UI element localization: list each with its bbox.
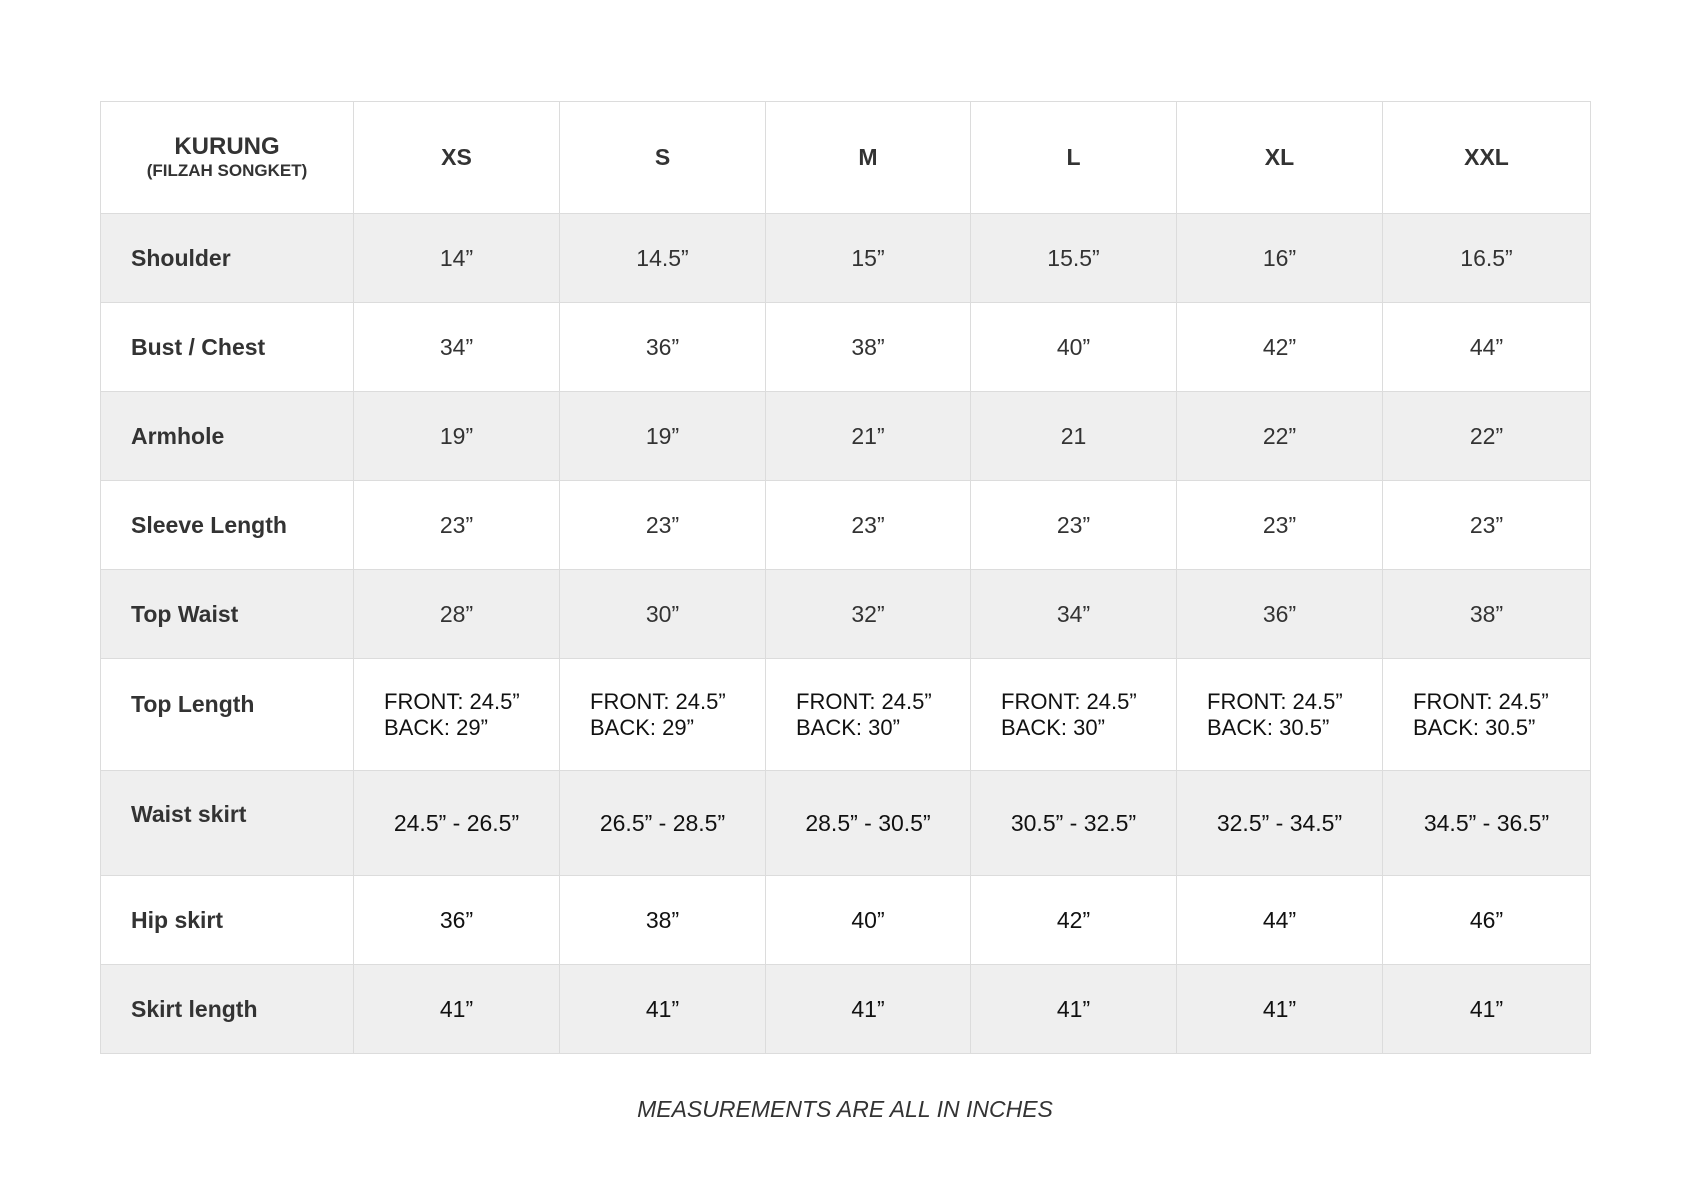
row-label: Armhole	[101, 392, 354, 481]
top-length-cell	[1177, 659, 1383, 771]
value-cell: 32.5” - 34.5”	[1177, 771, 1383, 876]
value-cell: 22”	[1383, 392, 1591, 481]
size-chart-table	[100, 101, 1591, 1054]
size-header-xs: XS	[354, 102, 560, 214]
value-cell: 14”	[354, 214, 560, 303]
row-label: Bust / Chest	[101, 303, 354, 392]
value-cell: 36”	[560, 303, 766, 392]
value-cell: 38”	[766, 303, 971, 392]
value-cell: 42”	[1177, 303, 1383, 392]
value-cell: 28.5” - 30.5”	[766, 771, 971, 876]
row-label: Shoulder	[101, 214, 354, 303]
value-cell: 21”	[766, 392, 971, 481]
top-length-cell	[766, 659, 971, 771]
value-cell: 36”	[354, 876, 560, 965]
value-cell: 38”	[560, 876, 766, 965]
size-header-l: L	[971, 102, 1177, 214]
value-cell: 21	[971, 392, 1177, 481]
row-top-length	[101, 659, 1591, 771]
value-cell: 28”	[354, 570, 560, 659]
row-skirt-length	[101, 965, 1591, 1054]
front-length: FRONT: 24.5”	[1207, 688, 1343, 714]
value-cell: 15.5”	[971, 214, 1177, 303]
value-cell: 15”	[766, 214, 971, 303]
row-label: Waist skirt	[101, 771, 354, 876]
header-title-cell	[101, 102, 354, 214]
row-label: Top Waist	[101, 570, 354, 659]
row-shoulder	[101, 214, 1591, 303]
front-length: FRONT: 24.5”	[1001, 688, 1137, 714]
value-cell: 23”	[1383, 481, 1591, 570]
row-label: Top Length	[101, 659, 354, 771]
value-cell: 42”	[971, 876, 1177, 965]
back-length: BACK: 30.5”	[1413, 714, 1536, 740]
row-sleeve-length	[101, 481, 1591, 570]
top-length-cell	[971, 659, 1177, 771]
value-cell: 23”	[1177, 481, 1383, 570]
row-label: Skirt length	[101, 965, 354, 1054]
value-cell: 41”	[1177, 965, 1383, 1054]
top-length-cell	[560, 659, 766, 771]
row-armhole	[101, 392, 1591, 481]
value-cell: 19”	[354, 392, 560, 481]
value-cell: 16.5”	[1383, 214, 1591, 303]
header-row	[101, 102, 1591, 214]
value-cell: 41”	[971, 965, 1177, 1054]
value-cell: 34”	[971, 570, 1177, 659]
value-cell: 22”	[1177, 392, 1383, 481]
back-length: BACK: 30”	[796, 714, 900, 740]
size-header-xxl: XXL	[1383, 102, 1591, 214]
value-cell: 36”	[1177, 570, 1383, 659]
top-length-cell	[1383, 659, 1591, 771]
value-cell: 44”	[1177, 876, 1383, 965]
size-header-m: M	[766, 102, 971, 214]
value-cell: 41”	[766, 965, 971, 1054]
value-cell: 30.5” - 32.5”	[971, 771, 1177, 876]
front-length: FRONT: 24.5”	[796, 688, 932, 714]
back-length: BACK: 30.5”	[1207, 714, 1330, 740]
size-header-s: S	[560, 102, 766, 214]
value-cell: 34”	[354, 303, 560, 392]
value-cell: 44”	[1383, 303, 1591, 392]
value-cell: 40”	[766, 876, 971, 965]
front-length: FRONT: 24.5”	[384, 688, 520, 714]
value-cell: 41”	[354, 965, 560, 1054]
front-length: FRONT: 24.5”	[590, 688, 726, 714]
value-cell: 14.5”	[560, 214, 766, 303]
top-length-cell	[354, 659, 560, 771]
row-bust-chest	[101, 303, 1591, 392]
value-cell: 23”	[766, 481, 971, 570]
back-length: BACK: 30”	[1001, 714, 1105, 740]
front-length: FRONT: 24.5”	[1413, 688, 1549, 714]
value-cell: 16”	[1177, 214, 1383, 303]
value-cell: 23”	[971, 481, 1177, 570]
row-waist-skirt	[101, 771, 1591, 876]
back-length: BACK: 29”	[384, 714, 488, 740]
value-cell: 38”	[1383, 570, 1591, 659]
value-cell: 32”	[766, 570, 971, 659]
value-cell: 23”	[354, 481, 560, 570]
row-top-waist	[101, 570, 1591, 659]
header-title: KURUNG	[174, 132, 280, 160]
value-cell: 26.5” - 28.5”	[560, 771, 766, 876]
value-cell: 41”	[560, 965, 766, 1054]
value-cell: 24.5” - 26.5”	[354, 771, 560, 876]
row-label: Hip skirt	[101, 876, 354, 965]
value-cell: 41”	[1383, 965, 1591, 1054]
back-length: BACK: 29”	[590, 714, 694, 740]
measurement-note: MEASUREMENTS ARE ALL IN INCHES	[637, 1096, 1053, 1122]
size-header-xl: XL	[1177, 102, 1383, 214]
row-label: Sleeve Length	[101, 481, 354, 570]
row-hip-skirt	[101, 876, 1591, 965]
header-subtitle: (FILZAH SONGKET)	[146, 160, 308, 180]
value-cell: 23”	[560, 481, 766, 570]
value-cell: 34.5” - 36.5”	[1383, 771, 1591, 876]
value-cell: 30”	[560, 570, 766, 659]
value-cell: 40”	[971, 303, 1177, 392]
value-cell: 19”	[560, 392, 766, 481]
value-cell: 46”	[1383, 876, 1591, 965]
